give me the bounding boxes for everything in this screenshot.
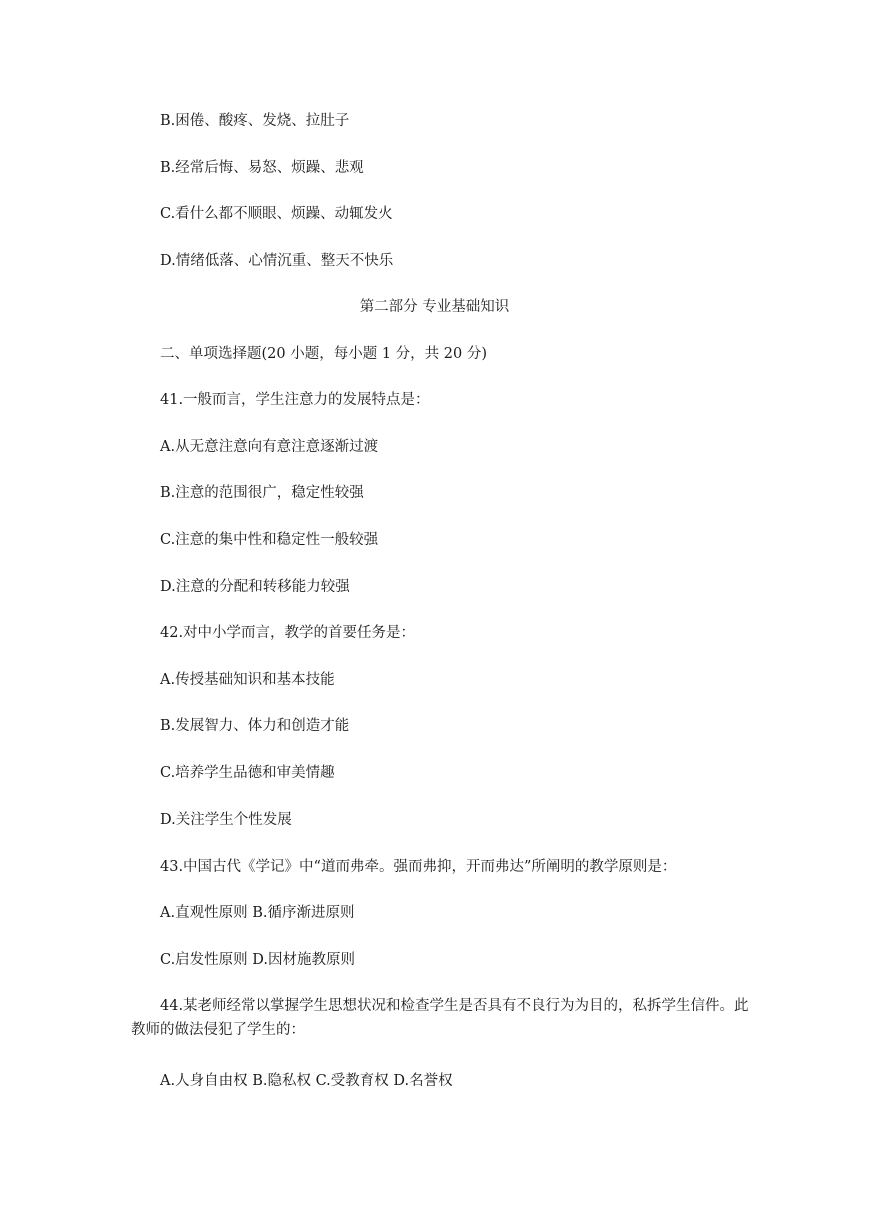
option-text: A.直观性原则 B.循序渐进原则: [160, 905, 355, 921]
option-text: A.传授基础知识和基本技能: [160, 672, 335, 688]
option-text: B.经常后悔、易怒、烦躁、悲观: [160, 160, 364, 176]
question-stem: 43.中国古代《学记》中“道而弗牵。强而弗抑，开而弗达”所阐明的教学原则是：: [160, 859, 677, 875]
option-text: D.情绪低落、心情沉重、整天不快乐: [160, 253, 394, 269]
option-text: C.培养学生品德和审美情趣: [160, 765, 335, 781]
section-heading: 二、单项选择题(20 小题，每小题 1 分，共 20 分): [160, 346, 487, 362]
option-text: A.人身自由权 B.隐私权 C.受教育权 D.名誉权: [160, 1073, 453, 1089]
question-stem: 44.某老师经常以掌握学生思想状况和检查学生是否具有不良行为为目的，私拆学生信件。此教师的做法侵犯了学生的：: [131, 998, 749, 1038]
option-text: B.困倦、酸疼、发烧、拉肚子: [160, 113, 350, 129]
option-text: B.发展智力、体力和创造才能: [160, 718, 350, 734]
question-stem: 42.对中小学而言，教学的首要任务是：: [160, 625, 416, 641]
option-text: B.注意的范围很广，稳定性较强: [160, 485, 364, 501]
option-text: D.注意的分配和转移能力较强: [160, 579, 350, 595]
option-text: C.注意的集中性和稳定性一般较强: [160, 532, 379, 548]
option-text: A.从无意注意向有意注意逐渐过渡: [160, 439, 379, 455]
option-text: D.关注学生个性发展: [160, 812, 292, 828]
part-title: 第二部分 专业基础知识: [359, 299, 510, 315]
option-text: C.看什么都不顺眼、烦躁、动辄发火: [160, 206, 393, 222]
option-text: C.启发性原则 D.因材施教原则: [160, 952, 356, 968]
question-stem: 41.一般而言，学生注意力的发展特点是：: [160, 392, 430, 408]
